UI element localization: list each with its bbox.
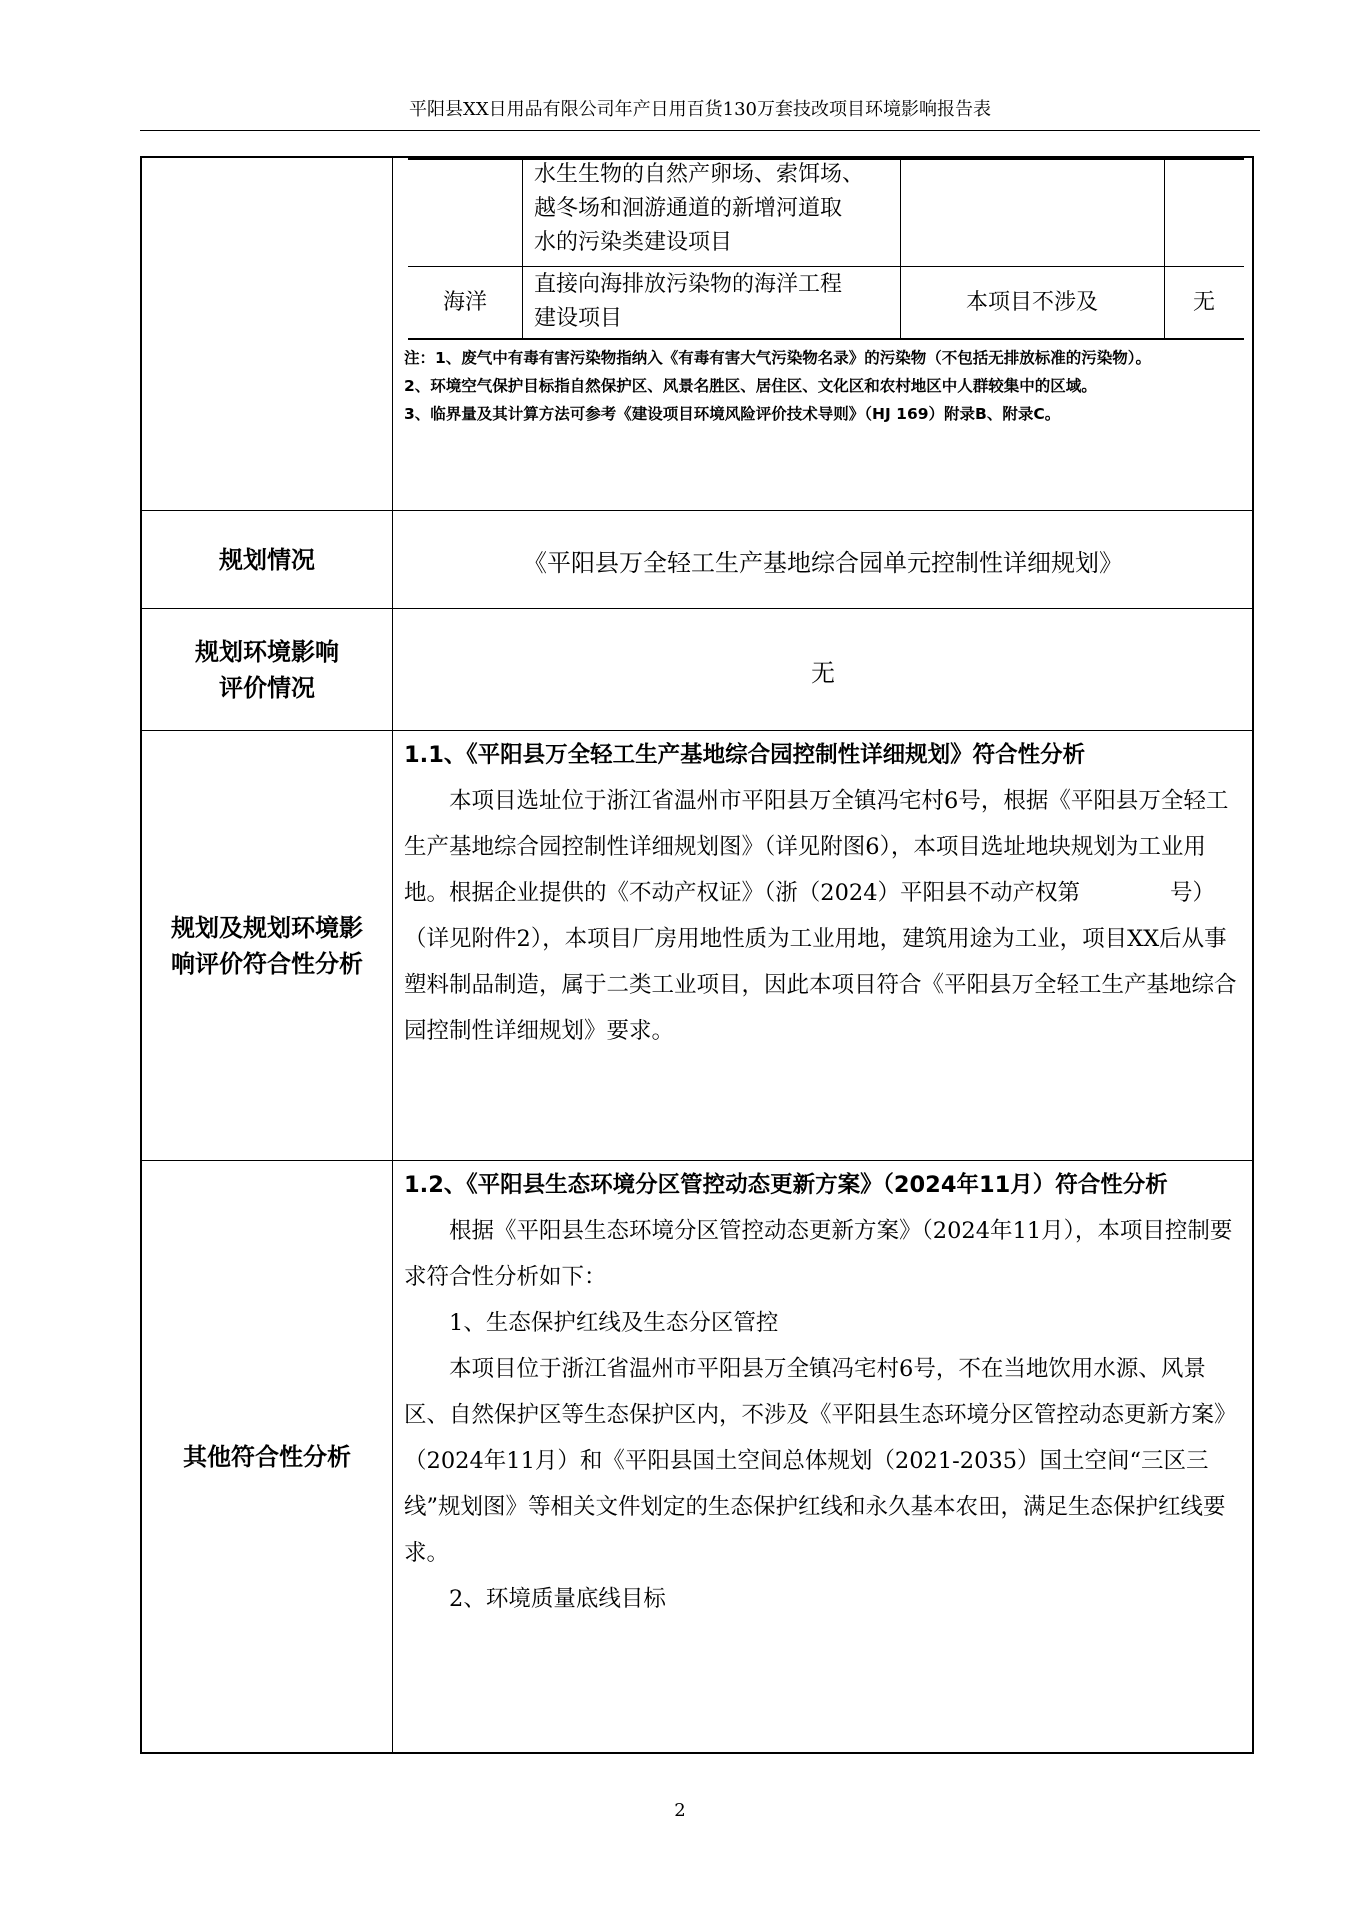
- planning-compliance-label: 规划及规划环境影 响评价符合性分析: [171, 914, 363, 978]
- subsection-1-heading: 1、生态保护红线及生态分区管控: [449, 1310, 779, 1336]
- section-1-2-para-2: 本项目位于浙江省温州市平阳县万全镇冯宅村6号，不在当地饮用水源、风景区、自然保护区等生态保护区内，不涉及《平阳县生态环境分区管控动态更新方案》（2024年11月）和《平阳县国土空间总体规划（2021-2035）国土空间“三区三线”规划图》等相关文件划定的生态保护红线和永久基本农田，满足生态保护红线要求。: [404, 1356, 1237, 1566]
- header-rule: [140, 130, 1260, 131]
- row-divider-3: [140, 730, 1254, 731]
- section-1-2-para-1: 根据《平阳县生态环境分区管控动态更新方案》（2024年11月），本项目控制要求符合性分析如下：: [404, 1218, 1233, 1290]
- inner-row-2-mark: 无: [1192, 290, 1215, 315]
- note-2: 2、环境空气保护目标指自然保护区、风景名胜区、居住区、文化区和农村地区中人群较集中的区域。: [404, 377, 1097, 395]
- document-header: 平阳县XX日用品有限公司年产日用百货130万套技改项目环境影响报告表: [409, 99, 991, 120]
- inner-row-1-desc: 水生生物的自然产卵场、索饵场、 越冬场和洄游通道的新增河道取 水的污染类建设项目: [534, 162, 865, 255]
- section-1-1-heading: 1.1、《平阳县万全轻工生产基地综合园控制性详细规划》符合性分析: [404, 742, 1086, 768]
- inner-table-bottom: [408, 338, 1244, 340]
- planning-label: 规划情况: [219, 546, 315, 574]
- inner-col-divider-1: [522, 158, 523, 338]
- planning-value: 《平阳县万全轻工生产基地综合园单元控制性详细规划》: [523, 548, 1123, 577]
- planning-eia-label: 规划环境影响 评价情况: [195, 638, 339, 702]
- inner-row-2-desc: 直接向海排放污染物的海洋工程 建设项目: [534, 272, 843, 331]
- inner-row-2-status: 本项目不涉及: [965, 290, 1098, 315]
- row-divider-4: [140, 1160, 1254, 1161]
- page-number: 2: [674, 1800, 686, 1821]
- column-divider: [392, 156, 393, 1754]
- other-compliance-content: [404, 1162, 1244, 1622]
- section-1-2-heading: 1.2、《平阳县生态环境分区管控动态更新方案》（2024年11月）符合性分析: [404, 1172, 1168, 1198]
- inner-row-2-category: 海洋: [442, 290, 487, 315]
- other-compliance-label: 其他符合性分析: [183, 1443, 351, 1471]
- row-divider-2: [140, 608, 1254, 609]
- planning-compliance-content: [404, 732, 1244, 1054]
- note-1: 注：1、废气中有毒有害污染物指纳入《有毒有害大气污染物名录》的污染物（不包括无排放标准的污染物）。: [404, 349, 1152, 367]
- table-notes: [404, 344, 1246, 428]
- inner-table-row-divider: [408, 266, 1244, 267]
- row-divider-1: [140, 510, 1254, 511]
- planning-eia-value: 无: [811, 658, 835, 687]
- note-3: 3、临界量及其计算方法可参考《建设项目环境风险评价技术导则》（HJ 169）附录B、附录C。: [404, 405, 1061, 423]
- subsection-2-heading: 2、环境质量底线目标: [449, 1586, 666, 1612]
- section-1-1-body: 本项目选址位于浙江省温州市平阳县万全镇冯宅村6号，根据《平阳县万全轻工生产基地综合园控制性详细规划图》（详见附图6），本项目选址地块规划为工业用地。根据企业提供的《不动产权证》（浙（2024）平阳县不动产权第 号）（详见附件2），本项目厂房用地性质为工业用地，建筑用途为工业，项目XX后从事塑料制品制造，属于二类工业项目，因此本项目符合《平阳县万全轻工生产基地综合园控制性详细规划》要求。: [404, 788, 1237, 1044]
